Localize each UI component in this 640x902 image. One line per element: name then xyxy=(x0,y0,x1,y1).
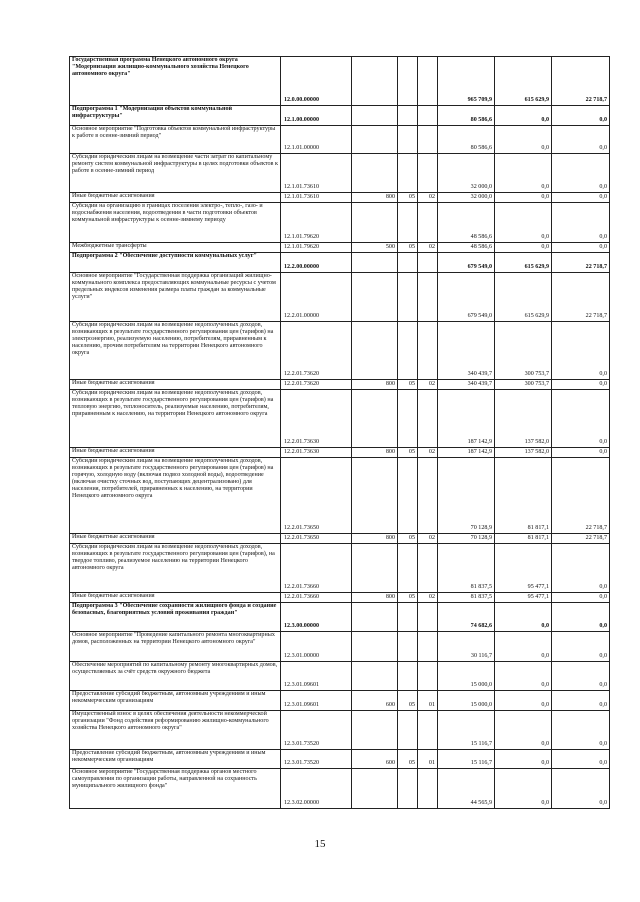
row-amount-3: 0,0 xyxy=(552,322,610,380)
row-subsection: 02 xyxy=(418,380,438,390)
row-amount-1: 965 709,9 xyxy=(438,57,495,106)
row-amount-1: 32 000,0 xyxy=(438,154,495,193)
row-name: Государственная программа Ненецкого автономного округа "Модернизация жилищно-коммунального хозяйства Ненецкого автономного округа" xyxy=(70,57,281,106)
row-amount-1: 44 565,9 xyxy=(438,769,495,809)
table-row xyxy=(70,544,610,593)
row-subsection xyxy=(418,544,438,593)
row-section xyxy=(398,253,418,273)
row-section xyxy=(398,203,418,243)
row-code: 12.1.01.73610 xyxy=(281,193,352,203)
row-name: Основное мероприятие "Государственная поддержка органов местного самоуправления по организации работы, направленной на сохранность муниципального жилищного фонда" xyxy=(70,769,281,809)
row-code: 12.3.01.73520 xyxy=(281,750,352,769)
row-amount-1: 81 837,5 xyxy=(438,593,495,603)
row-code: 12.1.01.73610 xyxy=(281,154,352,193)
row-section: 05 xyxy=(398,750,418,769)
row-amount-1: 80 586,6 xyxy=(438,126,495,154)
row-subsection: 02 xyxy=(418,593,438,603)
row-section: 05 xyxy=(398,193,418,203)
row-name: Субсидии юридическим лицам на возмещение недополученных доходов, возникающих в результате государственного регулирования цен (тарифов) на тепловую энергию, теплоноситель, реализуемые населению, потребителям, приравненным к населению, на территории Ненецкого автономного округа xyxy=(70,390,281,448)
row-amount-1: 48 586,6 xyxy=(438,243,495,253)
row-subsection: 02 xyxy=(418,243,438,253)
row-section xyxy=(398,769,418,809)
row-code: 12.3.00.00000 xyxy=(281,603,352,632)
row-amount-3: 0,0 xyxy=(552,632,610,662)
table-row xyxy=(70,769,610,809)
row-section: 05 xyxy=(398,691,418,711)
row-expense-type: 600 xyxy=(352,750,398,769)
row-code: 12.3.01.09601 xyxy=(281,691,352,711)
budget-table xyxy=(69,56,610,809)
row-amount-1: 70 128,9 xyxy=(438,458,495,534)
row-expense-type xyxy=(352,273,398,322)
table-row xyxy=(70,193,610,203)
row-code: 12.3.01.09601 xyxy=(281,662,352,691)
table-row xyxy=(70,711,610,750)
table-row xyxy=(70,273,610,322)
row-amount-2: 615 629,9 xyxy=(495,273,552,322)
row-code: 12.1.01.79620 xyxy=(281,203,352,243)
row-name: Подпрограмма 2 "Обеспечение доступности коммунальных услуг" xyxy=(70,253,281,273)
row-expense-type: 600 xyxy=(352,691,398,711)
table-row xyxy=(70,126,610,154)
row-amount-2: 0,0 xyxy=(495,603,552,632)
row-amount-3: 22 718,7 xyxy=(552,534,610,544)
row-amount-3: 0,0 xyxy=(552,691,610,711)
row-amount-1: 74 682,6 xyxy=(438,603,495,632)
row-amount-1: 32 000,0 xyxy=(438,193,495,203)
row-section xyxy=(398,273,418,322)
row-amount-3: 0,0 xyxy=(552,769,610,809)
row-subsection xyxy=(418,603,438,632)
row-amount-1: 15 000,0 xyxy=(438,691,495,711)
row-amount-2: 0,0 xyxy=(495,691,552,711)
row-name: Субсидии юридическим лицам на возмещение недополученных доходов, возникающих в результате государственного регулирования цен (тарифов) на электроэнергию, реализуемую населению, потребителям, приравненным к населению, прочим потребителям на территории Ненецкого автономного округа xyxy=(70,322,281,380)
row-code: 12.0.00.00000 xyxy=(281,57,352,106)
row-code: 12.1.00.00000 xyxy=(281,106,352,126)
row-section xyxy=(398,603,418,632)
row-amount-1: 48 586,6 xyxy=(438,203,495,243)
row-subsection xyxy=(418,106,438,126)
row-code: 12.2.01.73620 xyxy=(281,380,352,390)
table-row xyxy=(70,380,610,390)
row-amount-1: 70 128,9 xyxy=(438,534,495,544)
row-subsection xyxy=(418,769,438,809)
table-row xyxy=(70,57,610,106)
row-amount-2: 0,0 xyxy=(495,662,552,691)
row-code: 12.3.01.73520 xyxy=(281,711,352,750)
row-expense-type xyxy=(352,662,398,691)
row-name: Основное мероприятие "Подготовка объектов коммунальной инфраструктуры к работе в осенне-зимний период" xyxy=(70,126,281,154)
row-subsection: 02 xyxy=(418,448,438,458)
row-code: 12.2.01.73630 xyxy=(281,390,352,448)
row-name: Основное мероприятие "Проведение капитального ремонта многоквартирных домов, расположенных на территории Ненецкого автономного округа" xyxy=(70,632,281,662)
table-row xyxy=(70,106,610,126)
row-expense-type xyxy=(352,603,398,632)
row-section xyxy=(398,106,418,126)
budget-table-body xyxy=(70,57,610,809)
table-row xyxy=(70,448,610,458)
row-amount-3: 0,0 xyxy=(552,603,610,632)
row-expense-type xyxy=(352,154,398,193)
row-amount-3: 0,0 xyxy=(552,154,610,193)
row-expense-type: 800 xyxy=(352,593,398,603)
row-subsection xyxy=(418,154,438,193)
row-expense-type: 800 xyxy=(352,193,398,203)
row-amount-3: 0,0 xyxy=(552,203,610,243)
table-row xyxy=(70,458,610,534)
row-amount-1: 30 116,7 xyxy=(438,632,495,662)
row-amount-2: 95 477,1 xyxy=(495,593,552,603)
row-amount-2: 615 629,9 xyxy=(495,57,552,106)
row-expense-type: 800 xyxy=(352,534,398,544)
row-name: Предоставление субсидий бюджетным, автономным учреждениям и иным некоммерческим организациям xyxy=(70,750,281,769)
row-amount-2: 81 817,1 xyxy=(495,458,552,534)
row-name: Обеспечение мероприятий по капитальному ремонту многоквартирных домов, осуществляемых за счёт средств окружного бюджета xyxy=(70,662,281,691)
table-row xyxy=(70,662,610,691)
row-name: Иные бюджетные ассигнования xyxy=(70,593,281,603)
row-expense-type xyxy=(352,322,398,380)
row-code: 12.1.01.79620 xyxy=(281,243,352,253)
row-section xyxy=(398,57,418,106)
row-subsection: 01 xyxy=(418,691,438,711)
row-amount-1: 340 439,7 xyxy=(438,380,495,390)
row-name: Субсидии юридическим лицам на возмещение части затрат по капитальному ремонту систем коммунальной инфраструктуры в целях подготовки объектов к работе в осенне-зимний период xyxy=(70,154,281,193)
row-amount-3: 0,0 xyxy=(552,390,610,448)
row-name: Субсидии юридическим лицам на возмещение недополученных доходов, возникающих в результате государственного регулирования цен (тарифов), на твердое топливо, реализуемое населению на территории Ненецкого автономного округа xyxy=(70,544,281,593)
row-subsection xyxy=(418,662,438,691)
row-expense-type: 500 xyxy=(352,243,398,253)
row-section: 05 xyxy=(398,534,418,544)
row-code: 12.2.01.73660 xyxy=(281,544,352,593)
row-subsection xyxy=(418,273,438,322)
row-amount-1: 81 837,5 xyxy=(438,544,495,593)
row-code: 12.3.02.00000 xyxy=(281,769,352,809)
row-code: 12.3.01.00000 xyxy=(281,632,352,662)
row-amount-3: 0,0 xyxy=(552,243,610,253)
row-section: 05 xyxy=(398,593,418,603)
row-subsection xyxy=(418,253,438,273)
row-amount-2: 300 753,7 xyxy=(495,322,552,380)
row-amount-2: 137 582,0 xyxy=(495,448,552,458)
row-amount-2: 0,0 xyxy=(495,193,552,203)
row-name: Иные бюджетные ассигнования xyxy=(70,448,281,458)
row-subsection xyxy=(418,322,438,380)
row-code: 12.2.01.73650 xyxy=(281,534,352,544)
row-subsection xyxy=(418,711,438,750)
row-expense-type xyxy=(352,106,398,126)
row-amount-1: 187 142,9 xyxy=(438,448,495,458)
row-subsection xyxy=(418,458,438,534)
row-subsection xyxy=(418,203,438,243)
row-amount-3: 0,0 xyxy=(552,380,610,390)
row-expense-type xyxy=(352,126,398,154)
row-code: 12.1.01.00000 xyxy=(281,126,352,154)
row-amount-3: 22 718,7 xyxy=(552,458,610,534)
table-row xyxy=(70,154,610,193)
row-section xyxy=(398,632,418,662)
row-subsection xyxy=(418,126,438,154)
row-amount-2: 615 629,9 xyxy=(495,253,552,273)
row-section xyxy=(398,544,418,593)
row-subsection: 02 xyxy=(418,193,438,203)
row-section xyxy=(398,711,418,750)
row-amount-3: 0,0 xyxy=(552,106,610,126)
row-amount-3: 0,0 xyxy=(552,544,610,593)
row-name: Иные бюджетные ассигнования xyxy=(70,534,281,544)
table-row xyxy=(70,243,610,253)
row-amount-2: 0,0 xyxy=(495,126,552,154)
row-name: Иные бюджетные ассигнования xyxy=(70,193,281,203)
row-amount-1: 80 586,6 xyxy=(438,106,495,126)
row-expense-type xyxy=(352,458,398,534)
row-amount-3: 0,0 xyxy=(552,126,610,154)
row-amount-2: 300 753,7 xyxy=(495,380,552,390)
row-amount-2: 0,0 xyxy=(495,750,552,769)
row-code: 12.2.01.00000 xyxy=(281,273,352,322)
row-amount-3: 22 718,7 xyxy=(552,273,610,322)
row-amount-1: 340 439,7 xyxy=(438,322,495,380)
row-name: Подпрограмма 1 "Модернизация объектов коммунальной инфраструктуры" xyxy=(70,106,281,126)
table-row xyxy=(70,390,610,448)
row-amount-3: 0,0 xyxy=(552,193,610,203)
table-row xyxy=(70,632,610,662)
table-row xyxy=(70,691,610,711)
row-amount-2: 0,0 xyxy=(495,769,552,809)
row-section xyxy=(398,458,418,534)
row-name: Иные бюджетные ассигнования xyxy=(70,380,281,390)
row-code: 12.2.01.73630 xyxy=(281,448,352,458)
row-name: Субсидии на организацию в границах поселения электро-, тепло-, газо- и водоснабжения населения, водоотведения в части подготовки объектов коммунальной инфраструктуры к осенне-зимнему периоду xyxy=(70,203,281,243)
row-subsection xyxy=(418,57,438,106)
row-expense-type xyxy=(352,203,398,243)
row-section xyxy=(398,322,418,380)
row-amount-2: 81 817,1 xyxy=(495,534,552,544)
row-amount-1: 679 549,0 xyxy=(438,273,495,322)
table-row xyxy=(70,253,610,273)
row-amount-3: 22 718,7 xyxy=(552,57,610,106)
row-name: Основное мероприятие "Государственная поддержка организаций жилищно-коммунального комплекса предоставляющих коммунальные ресурсы с учетом предельных индексов изменения размера платы граждан за коммунальные услуги" xyxy=(70,273,281,322)
row-section xyxy=(398,662,418,691)
row-section: 05 xyxy=(398,448,418,458)
row-amount-2: 0,0 xyxy=(495,106,552,126)
row-amount-1: 15 116,7 xyxy=(438,750,495,769)
row-expense-type xyxy=(352,57,398,106)
row-section xyxy=(398,126,418,154)
row-section xyxy=(398,390,418,448)
table-row xyxy=(70,203,610,243)
row-name: Имущественный взнос в целях обеспечения деятельности некоммерческой организации "Фонд содействия реформированию жилищно-коммунального хозяйства Ненецкого автономного округа" xyxy=(70,711,281,750)
row-amount-3: 0,0 xyxy=(552,750,610,769)
row-amount-3: 0,0 xyxy=(552,593,610,603)
row-subsection: 02 xyxy=(418,534,438,544)
row-expense-type: 800 xyxy=(352,448,398,458)
row-amount-3: 0,0 xyxy=(552,711,610,750)
table-row xyxy=(70,534,610,544)
row-section: 05 xyxy=(398,380,418,390)
row-expense-type xyxy=(352,769,398,809)
row-code: 12.2.00.00000 xyxy=(281,253,352,273)
row-amount-2: 0,0 xyxy=(495,243,552,253)
table-row xyxy=(70,322,610,380)
row-name: Предоставление субсидий бюджетным, автономным учреждениям и иным некоммерческим организациям xyxy=(70,691,281,711)
row-amount-1: 15 000,0 xyxy=(438,662,495,691)
row-name: Подпрограмма 3 "Обеспечение сохранности жилищного фонда и создание безопасных, благоприятных условий проживания граждан" xyxy=(70,603,281,632)
row-expense-type xyxy=(352,544,398,593)
table-row xyxy=(70,603,610,632)
row-amount-2: 0,0 xyxy=(495,632,552,662)
row-subsection xyxy=(418,390,438,448)
row-expense-type xyxy=(352,390,398,448)
row-section: 05 xyxy=(398,243,418,253)
row-expense-type xyxy=(352,632,398,662)
row-expense-type: 800 xyxy=(352,380,398,390)
row-amount-3: 0,0 xyxy=(552,448,610,458)
row-amount-3: 22 718,7 xyxy=(552,253,610,273)
page-number: 15 xyxy=(314,838,326,850)
row-subsection xyxy=(418,632,438,662)
row-section xyxy=(398,154,418,193)
row-name: Межбюджетные трансферты xyxy=(70,243,281,253)
row-amount-1: 187 142,9 xyxy=(438,390,495,448)
row-subsection: 01 xyxy=(418,750,438,769)
row-amount-1: 15 116,7 xyxy=(438,711,495,750)
row-expense-type xyxy=(352,253,398,273)
row-expense-type xyxy=(352,711,398,750)
table-row xyxy=(70,750,610,769)
row-amount-2: 95 477,1 xyxy=(495,544,552,593)
row-amount-1: 679 549,0 xyxy=(438,253,495,273)
row-amount-2: 0,0 xyxy=(495,154,552,193)
row-amount-3: 0,0 xyxy=(552,662,610,691)
row-code: 12.2.01.73650 xyxy=(281,458,352,534)
table-row xyxy=(70,593,610,603)
row-code: 12.2.01.73620 xyxy=(281,322,352,380)
row-name: Субсидии юридическим лицам на возмещение недополученных доходов, возникающих в результате государственного регулирования цен (тарифов) на горячую, холодную воду (включая подвоз холодной воды), водоотведение (включая очистку сточных вод, поступающих децентрализовано) для населения, потребителей, приравненных к населению, на территории Ненецкого автономного округа xyxy=(70,458,281,534)
row-code: 12.2.01.73660 xyxy=(281,593,352,603)
row-amount-2: 0,0 xyxy=(495,203,552,243)
row-amount-2: 137 582,0 xyxy=(495,390,552,448)
row-amount-2: 0,0 xyxy=(495,711,552,750)
